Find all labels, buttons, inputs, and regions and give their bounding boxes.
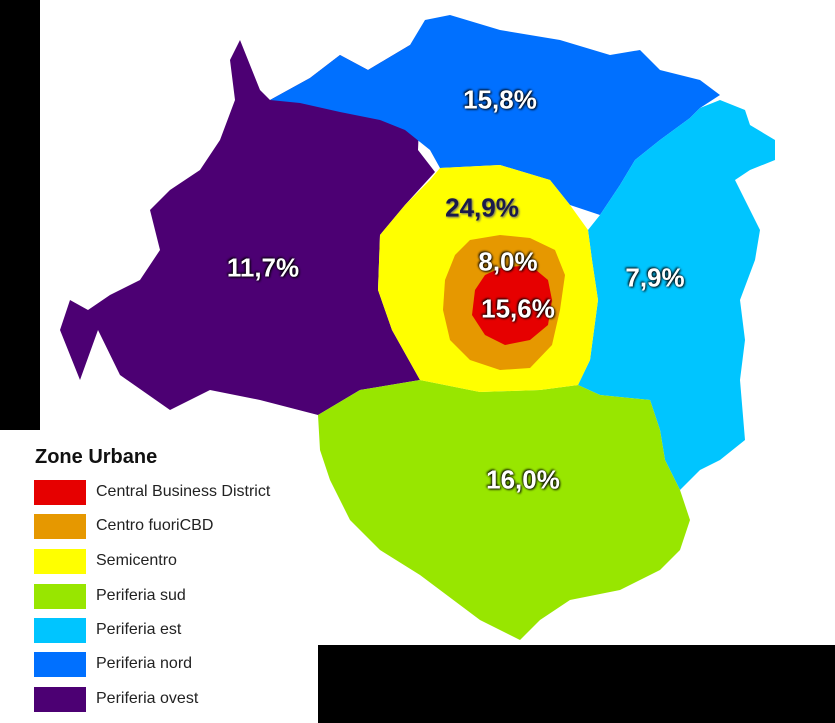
zone-label-periferia-nord: 15,8%	[463, 84, 537, 115]
zone-label-semicentro: 24,9%	[445, 192, 519, 223]
legend-label-periferia-nord: Periferia nord	[96, 655, 193, 672]
map-legend	[22, 430, 318, 723]
legend-label-periferia-sud: Periferia sud	[96, 587, 186, 604]
legend-swatch-centro-fuori-cbd	[34, 514, 86, 539]
zone-label-cbd: 15,6%	[481, 293, 555, 324]
zone-periferia-sud	[318, 380, 690, 640]
legend-label-periferia-ovest: Periferia ovest	[96, 690, 199, 707]
legend-label-semicentro: Semicentro	[96, 552, 177, 569]
legend-label-periferia-est: Periferia est	[96, 621, 182, 638]
legend-swatch-periferia-nord	[34, 652, 86, 677]
zone-label-periferia-est: 7,9%	[625, 262, 685, 293]
legend-swatch-periferia-sud	[34, 584, 86, 609]
legend-label-centro-fuori-cbd: Centro fuoriCBD	[96, 517, 214, 534]
legend-swatch-semicentro	[34, 549, 86, 574]
legend-swatch-periferia-ovest	[34, 687, 86, 712]
legend-swatch-cbd	[34, 480, 86, 505]
legend-swatch-periferia-est	[34, 618, 86, 643]
zone-label-centro-fuori-cbd: 8,0%	[478, 246, 538, 277]
legend-title: Zone Urbane	[35, 446, 158, 468]
legend-label-cbd: Central Business District	[96, 483, 271, 500]
zone-label-periferia-ovest: 11,7%	[226, 252, 300, 283]
zone-label-periferia-sud: 16,0%	[486, 464, 560, 495]
